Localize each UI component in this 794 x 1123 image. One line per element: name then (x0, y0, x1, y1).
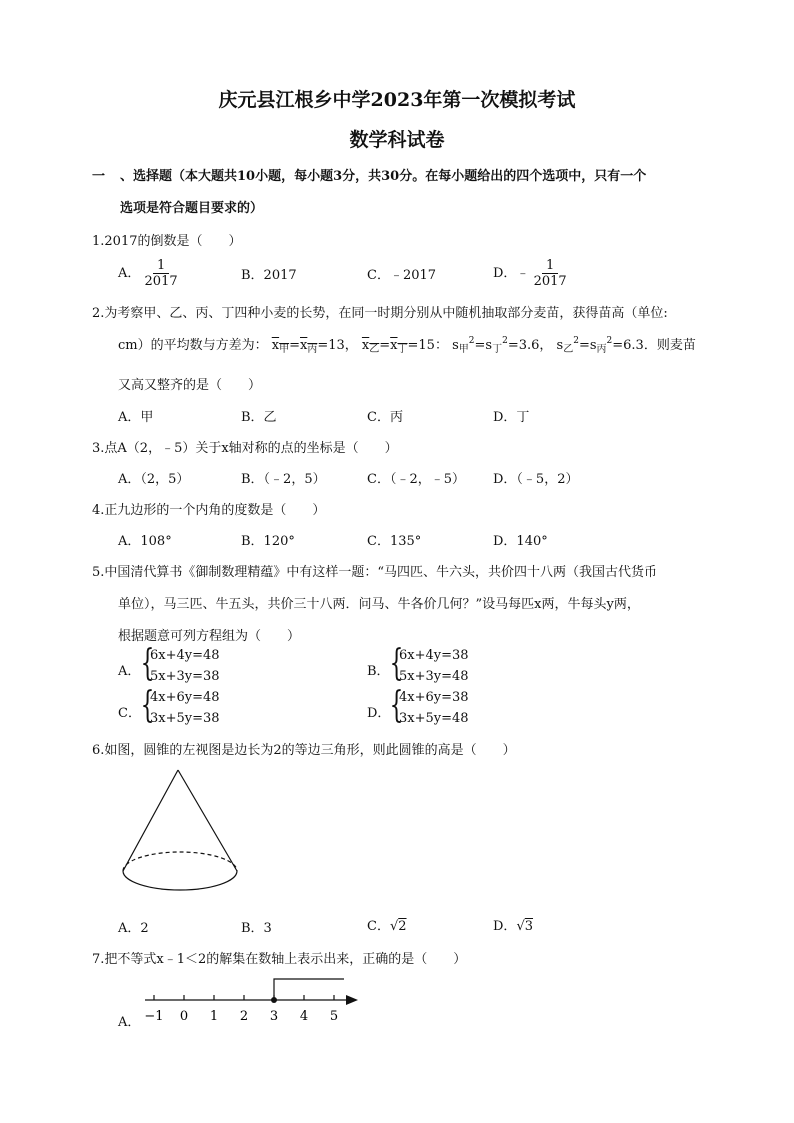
q4-option-b: B．120° (241, 534, 295, 549)
cone-base-back (123, 852, 237, 871)
q6-stem: 6.如图，圆锥的左视图是边长为2的等边三角形，则此圆锥的高是（ ） (92, 743, 516, 758)
axis-tick-label: 1 (209, 1009, 219, 1024)
q2-line3: 又高又整齐的是（ ） (118, 378, 262, 393)
q6-d-radicand: 3 (524, 919, 534, 934)
q1-d-denominator: 2017 (533, 274, 567, 289)
axis-ticks (154, 995, 334, 1000)
q1-a-numerator: 1 (153, 258, 169, 274)
q5-a-label: A． (118, 664, 141, 679)
number-line-a (140, 972, 370, 1027)
q5-line1: 5.中国清代算书《御制数理精蕴》中有这样一题：“马四匹、牛六头，共价四十八两（我国古代货币 (92, 565, 658, 580)
section-number: 一 (92, 169, 106, 184)
q2-mean-bing: $x_丙$ (300, 338, 318, 355)
axis-tick-label: 2 (239, 1009, 249, 1024)
cone-left-edge (123, 770, 178, 871)
q2-var-yi: $s_乙^2$ (556, 336, 579, 355)
q4-option-c: C．135° (367, 534, 422, 549)
q1-option-a (118, 258, 178, 289)
q6-option-a: A．2 (118, 921, 149, 936)
brace-icon: { (389, 643, 404, 684)
q2-line2: cm）的平均数与方差为： $x_甲=x_丙=13$， $x_乙=x_丁=15$： $s_甲^2=s_丁^2=3.6$， $s_乙^2=s_丙^2=6.3$．则麦苗 (118, 336, 696, 355)
q2-mean-yi: $x_乙$ (361, 338, 380, 355)
exam-title: 庆元县江根乡中学2023年第一次模拟考试 (218, 89, 576, 111)
q5-b-eq2: 5x+3y=48 (399, 669, 469, 684)
q5-d-eq1: 4x+6y=38 (399, 690, 469, 705)
brace-icon: { (140, 643, 155, 684)
q2-mean-jia: $x_甲$ (271, 338, 290, 355)
q3-option-b: B．（﹣2，5） (241, 472, 326, 487)
sqrt-icon: √ (389, 919, 399, 934)
q3-stem: 3.点A（2，﹣5）关于x轴对称的点的坐标是（ ） (92, 441, 398, 456)
exam-subtitle: 数学科试卷 (349, 129, 445, 151)
q5-line3: 根据题意可列方程组为（ ） (118, 629, 301, 644)
q1-a-label: A． (118, 266, 141, 281)
q5-c-label: C． (118, 706, 141, 721)
q2-var-ding: $s_丁^2$ (485, 336, 508, 355)
q3-option-c: C．（﹣2，﹣5） (367, 472, 465, 487)
q1-stem: 1.2017的倒数是（ ） (92, 234, 242, 249)
q2-line1: 2.为考察甲、乙、丙、丁四种小麦的长势，在同一时期分别从中随机抽取部分麦苗，获得苗高（单位: (92, 306, 668, 321)
q6-c-radicand: 2 (398, 919, 407, 934)
q2-intro: cm）的平均数与方差为： (118, 338, 268, 353)
axis-tick-label: 4 (299, 1009, 309, 1024)
q5-d-eq2: 3x+5y=48 (399, 711, 469, 726)
q6-option-c: C．√2 (367, 919, 407, 934)
q7-a-label: A． (118, 1015, 141, 1030)
q1-option-d (493, 258, 567, 289)
q1-d-label: D．﹣ (493, 266, 530, 281)
axis-tick-labels (144, 1009, 338, 1024)
cone-right-edge (178, 770, 237, 871)
solution-point (271, 997, 277, 1003)
q2-option-a: A．甲 (118, 410, 154, 425)
q5-b-label: B． (367, 664, 390, 679)
axis-tick-label: 3 (269, 1009, 279, 1024)
q2-var-bing: $s_丙^2$ (589, 336, 613, 355)
q4-option-a: A．108° (118, 534, 172, 549)
q5-a-eq1: 6x+4y=48 (150, 648, 220, 663)
q6-option-d: D．√3 (493, 919, 534, 934)
q1-d-numerator: 1 (542, 258, 558, 274)
q7-stem: 7.把不等式x﹣1＜2的解集在数轴上表示出来，正确的是（ ） (92, 952, 467, 967)
q1-a-fraction (145, 258, 178, 289)
q2-var-value-63: =6.3．则麦苗 (612, 338, 696, 353)
sqrt-icon: √ (516, 919, 525, 934)
axis-tick-label: −1 (144, 1009, 164, 1024)
q2-mean-value-13: =13， (317, 338, 358, 353)
q5-b-eq1: 6x+4y=38 (399, 648, 469, 663)
q3-option-a: A．（2，5） (118, 472, 190, 487)
q2-option-c: C．丙 (367, 410, 403, 425)
cone-base-front (123, 871, 237, 890)
axis-tick-label: 0 (179, 1009, 189, 1024)
q3-option-d: D．（﹣5，2） (493, 472, 579, 487)
q5-d-label: D． (367, 706, 391, 721)
q5-line2: 单位），马三匹、牛五头，共价三十八两．问马、牛各价几何？”设马每匹x两，牛每头y两， (118, 597, 640, 612)
axis-tick-label: 5 (329, 1009, 339, 1024)
q2-var-value-36: =3.6， (507, 338, 553, 353)
brace-icon: { (140, 685, 155, 726)
q1-option-b: B．2017 (241, 268, 297, 283)
axis-arrow-icon (346, 995, 358, 1005)
q1-option-c: C．﹣2017 (367, 268, 437, 283)
q6-option-b: B．3 (241, 921, 272, 936)
q2-option-b: B．乙 (241, 410, 277, 425)
q5-c-eq1: 4x+6y=48 (150, 690, 220, 705)
q2-mean-ding: $x_丁$ (390, 338, 408, 355)
cone-figure (115, 765, 245, 900)
q2-var-jia: $s_甲^2$ (452, 336, 475, 355)
section-instructions-line1: 、选择题（本大题共10小题，每小题3分，共30分。在每小题给出的四个选项中，只有一个 (120, 169, 647, 184)
q1-d-fraction (534, 258, 567, 289)
q5-a-eq2: 5x+3y=38 (150, 669, 220, 684)
brace-icon: { (389, 685, 404, 726)
q2-option-d: D．丁 (493, 410, 530, 425)
q1-a-denominator: 2017 (144, 274, 178, 289)
q2-mean-value-15: =15： (407, 338, 448, 353)
q4-stem: 4.正九边形的一个内角的度数是（ ） (92, 503, 326, 518)
q5-c-eq2: 3x+5y=38 (150, 711, 220, 726)
section-instructions-line2: 选项是符合题目要求的） (120, 201, 264, 216)
q4-option-d: D．140° (493, 534, 548, 549)
